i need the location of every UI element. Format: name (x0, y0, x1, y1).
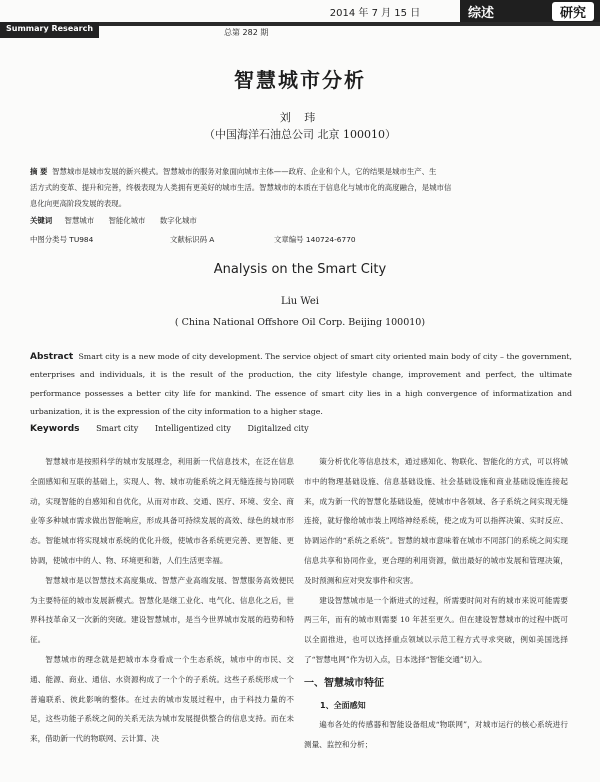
abstract-zh-label: 摘 要 (30, 167, 48, 176)
keyword-zh: 数字化城市 (159, 216, 197, 225)
english-author: Liu Wei (280, 296, 320, 307)
section-tag: Summary Research (0, 22, 99, 38)
author-name: 刘 玮 (279, 111, 321, 124)
english-keywords-label: Keywords (30, 424, 80, 434)
header-date: 2014 年 7 月 15 日 (329, 8, 421, 19)
article-number: 文章编号 140724-6770 (274, 235, 356, 244)
badge-right-label: 研究 (552, 2, 594, 21)
english-keyword: Smart city (96, 424, 139, 433)
abstract-zh-text-3: 息化向更高阶段发展的表现。 (30, 199, 127, 208)
keywords-zh (30, 213, 572, 229)
english-abstract-label: Abstract (30, 352, 74, 362)
abstract-zh-line (30, 164, 572, 180)
body-paragraph: 智慧城市是以智慧技术高度集成、智慧产业高端发展、智慧服务高效便民为主要特征的城市发展新模式。智慧化是继工业化、电气化、信息化之后，世界科技革命又一次新的突破。建设智慧城市，是当今世界城市发展的趋势和特征。 (30, 575, 294, 645)
body-paragraph: 智慧城市是按照科学的城市发展理念，利用新一代信息技术，在泛在信息全面感知和互联的基础上，实现人、物、城市功能系统之间无缝连接与协同联动，实现智能的自感知和自优化，从而对市政、交通、医疗、环境、安全、商业等多种城市需求做出智能响应，形成具备可持续发展的高效、绿色的城市形态。智能城市将实现城市系统的优化升级，使城市各系统更完善、更智能、更协调，使城市中的人、物、环境更和谐，人们生活更幸福。 (30, 457, 294, 565)
body-paragraph: 建设智慧城市是一个渐进式的过程，所需要时间对有的城市来说可能需要两三年，而有的城市则需要 10 年甚至更久。但在建设智慧城市的过程中既可以全面推进，也可以选择重点领域以示范工程方式寻求突破，例如美国选择了“智慧电网”作为切入点，日本选择“智能交通”切入。 (304, 595, 568, 664)
subsection-heading: 1、全面感知 (320, 700, 366, 710)
english-affiliation: ( China National Offshore Oil Corp. Beijing 100010) (174, 317, 426, 328)
affiliation: （中国海洋石油总公司 北京 100010） (204, 128, 396, 141)
section-heading: 一、智慧城市特征 (304, 677, 384, 689)
document-code: 文献标识码 A (170, 235, 215, 244)
keyword-zh: 智慧城市 (64, 216, 95, 225)
keyword-zh: 智能化城市 (108, 216, 146, 225)
body-column-right (304, 452, 568, 755)
abstract-zh-text-2: 活方式的变革、提升和完善，终极表现为人类拥有更美好的城市生活。智慧城市的本质在于信息化与城市化的高度融合，是城市信 (30, 183, 452, 192)
english-keyword: Intelligentized city (154, 424, 231, 433)
abstract-zh-text-1: 智慧城市是城市发展的新兴模式。智慧城市的服务对象面向城市主体——政府、企业和个人，它的结果是城市生产、生 (52, 167, 437, 176)
section-badge (460, 0, 600, 22)
english-abstract-text: Smart city is a new mode of city development. The service object of smart city oriented main body of city – the government, enterprises and individuals, it is the result of the production, the city lifestyle change, improvement and perfect, the ultimate performance possesses a better city life for mankind. The essence of smart city lies in a high convergence of informatization and urbanization, it is the expression of the city information to a higher stage. (30, 352, 572, 416)
english-abstract (30, 348, 572, 421)
paper-title: 智慧城市分析 (234, 68, 366, 92)
body-column-left (30, 452, 294, 749)
badge-left-label: 综述 (468, 6, 495, 21)
clc-number: 中图分类号 TU984 (30, 235, 94, 244)
english-keywords (30, 424, 309, 434)
body-paragraph: 智慧城市的理念就是把城市本身看成一个生态系统，城市中的市民、交通、能源、商业、通信、水资源构成了一个个的子系统。这些子系统形成一个普遍联系、彼此影响的整体。在过去的城市发展过程中，由于科技力量的不足，这些功能子系统之间的关系无法为城市发展提供整合的信息支持。而在未来，借助新一代的物联网、云计算、决 (30, 654, 294, 744)
keywords-zh-label: 关键词 (30, 216, 53, 225)
english-keyword: Digitalized city (247, 424, 309, 433)
english-title: Analysis on the Smart City (213, 262, 387, 277)
body-paragraph: 遍布各处的传感器和智能设备组成“物联网”，对城市运行的核心系统进行测量、监控和分析； (304, 720, 568, 750)
body-paragraph: 策分析优化等信息技术，通过感知化、物联化、智能化的方式，可以将城市中的物理基础设施、信息基础设施、社会基础设施和商业基础设施连接起来，成为新一代的智慧化基础设施，使城市中各领域、各子系统之间实现无缝连接，就好像给城市装上网络神经系统，使之成为可以指挥决策、实时反应、协调运作的“系统之系统”。智慧的城市意味着在城市不同部门的系统之间实现信息共享和协同作业，更合理的利用资源，做出最好的城市发展和管理决策，及时预测和应对突发事件和灾害。 (304, 457, 568, 585)
issue-number: 总第 282 期 (224, 28, 269, 37)
